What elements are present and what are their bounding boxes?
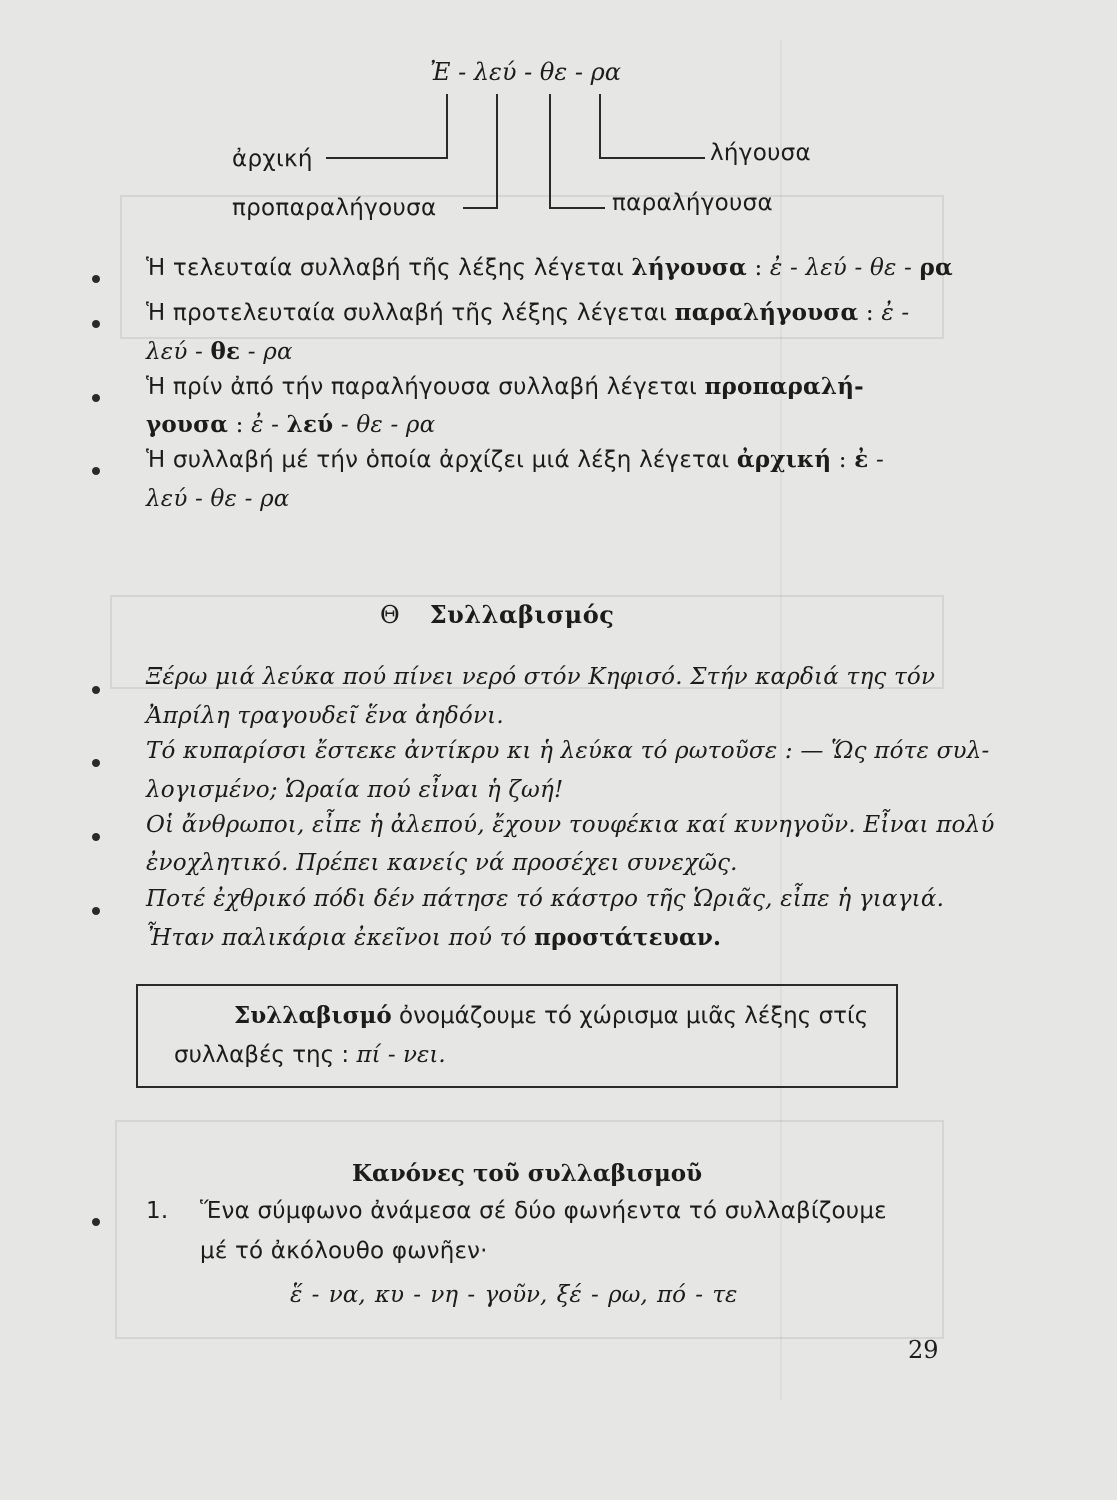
section-title: Συλλαβισμός — [429, 600, 615, 629]
rule-examples: ἕ - να, κυ - νη - γοῦν, ξέ - ρω, πό - τε — [290, 1282, 738, 1308]
definition-arxiki-cont: λεύ - θε - ρα — [146, 486, 290, 512]
diagram-word: Ἐ - λεύ - θε - ρα — [430, 58, 621, 86]
definition-proparaligousa: Ἡ πρίν ἀπό τήν παραλήγουσα συλλαβή λέγεται προπαραλή- — [146, 373, 864, 400]
section-letter: Θ — [380, 601, 400, 629]
definition-arxiki: Ἡ συλλαβή μέ τήν ὁποία ἀρχίζει μιά λέξη λέγεται ἀρχική : ἐ - — [146, 446, 884, 473]
bullet — [92, 833, 100, 841]
bullet — [92, 275, 100, 283]
rule-text-cont: μέ τό ἀκόλουθο φωνῆεν· — [200, 1238, 488, 1264]
bullet — [92, 686, 100, 694]
definition-proparaligousa-cont: γουσα : ἐ - λεύ - θε - ρα — [146, 411, 436, 438]
bullet — [92, 320, 100, 328]
rules-title: Κανόνες τοῦ συλλαβισμοῦ — [352, 1160, 703, 1187]
label-ligousa: λήγουσα — [710, 140, 812, 166]
definition-paraligousa-cont: λεύ - θε - ρα — [146, 338, 293, 365]
definition-paraligousa: Ἡ προτελευταία συλλαβή τῆς λέξης λέγεται παραλήγουσα : ἐ - — [146, 299, 910, 326]
poem-line: Ἦταν παλικάρια ἐκεῖνοι πού τό προστάτευαν. — [146, 924, 722, 951]
poem-line: ἐνοχλητικό. Πρέπει κανείς νά προσέχει συνεχῶς. — [146, 850, 738, 876]
label-proparaligousa: προπαραλήγουσα — [232, 195, 437, 221]
definition-ligousa: Ἡ τελευταία συλλαβή τῆς λέξης λέγεται λήγουσα : ἐ - λεύ - θε - ρα — [146, 254, 953, 281]
definition-box-line: συλλαβές της : πί - νει. — [174, 1042, 446, 1068]
definition-box — [136, 984, 898, 1088]
bullet — [92, 759, 100, 767]
label-arxiki: ἀρχική — [232, 146, 313, 172]
poem-line: Ξέρω μιά λεύκα πού πίνει νερό στόν Κηφισό. Στήν καρδιά της τόν — [146, 664, 936, 690]
poem-line: Ἀπρίλη τραγουδεῖ ἕνα ἀηδόνι. — [146, 703, 504, 729]
rule-number: 1. — [146, 1198, 169, 1224]
rule-text: Ἕνα σύμφωνο ἀνάμεσα σέ δύο φωνήεντα τό συλλαβίζουμε — [200, 1198, 887, 1224]
page-number: 29 — [908, 1336, 939, 1364]
poem-line: Ποτέ ἐχθρικό πόδι δέν πάτησε τό κάστρο τῆς Ὡριᾶς, εἶπε ἡ γιαγιά. — [146, 886, 945, 912]
bullet — [92, 1218, 100, 1226]
bullet — [92, 467, 100, 475]
poem-line: Οἱ ἄνθρωποι, εἶπε ἡ ἀλεπού, ἔχουν τουφέκια καί κυνηγοῦν. Εἶναι πολύ — [146, 812, 995, 838]
bullet — [92, 394, 100, 402]
definition-box-line: Συλλαβισμό ὀνομάζουμε τό χώρισμα μιᾶς λέξης στίς — [234, 1002, 869, 1029]
poem-line: Τό κυπαρίσσι ἔστεκε ἀντίκρυ κι ἡ λεύκα τό ρωτοῦσε : — Ὥς πότε συλ- — [146, 738, 990, 764]
poem-line: λογισμένο; Ὡραία πού εἶναι ἡ ζωή! — [146, 777, 564, 803]
bullet — [92, 907, 100, 915]
diagram-connector-lines — [0, 0, 1117, 240]
label-paraligousa: παραλήγουσα — [612, 190, 773, 216]
section-heading — [380, 600, 614, 629]
syllable-diagram — [0, 0, 1117, 240]
